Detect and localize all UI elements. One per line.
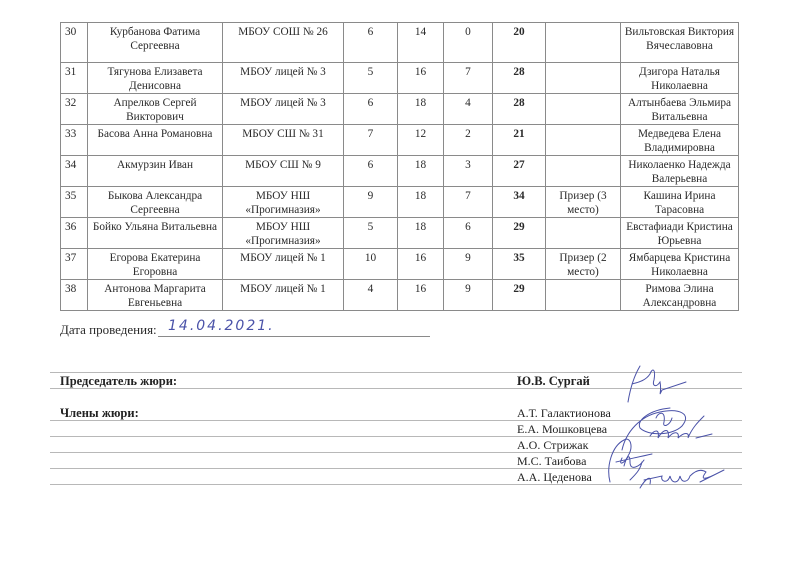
school-name-cell: МБОУ лицей № 1 (223, 249, 344, 280)
score-part-2-cell: 2 (444, 125, 493, 156)
row-number-cell: 37 (61, 249, 88, 280)
school-name-cell: МБОУ НШ «Прогимназия» (223, 218, 344, 249)
row-number-cell: 30 (61, 23, 88, 63)
grade-cell: 10 (344, 249, 398, 280)
handwritten-signatures-icon (600, 362, 760, 502)
jury-member: А.О. Стрижак (517, 438, 589, 452)
score-part-1-cell: 12 (398, 125, 444, 156)
score-part-1-cell: 18 (398, 94, 444, 125)
table-row (61, 249, 739, 280)
score-part-1-cell: 16 (398, 280, 444, 311)
row-number-cell: 33 (61, 125, 88, 156)
score-part-2-cell: 7 (444, 187, 493, 218)
participant-name-cell: Тягунова Елизавета Денисовна (88, 63, 223, 94)
jury-member: Е.А. Мошковцева (517, 422, 608, 436)
grade-cell: 4 (344, 280, 398, 311)
status-cell: Призер (2 место) (546, 249, 621, 280)
date-handwritten-value: 14.04.2021. (168, 318, 275, 334)
school-name-cell: МБОУ СОШ № 26 (223, 23, 344, 63)
members-label: Члены жюри: (60, 406, 139, 420)
status-cell (546, 63, 621, 94)
score-part-2-cell: 7 (444, 63, 493, 94)
total-score-cell: 20 (493, 23, 546, 63)
total-score-cell: 27 (493, 156, 546, 187)
teacher-name-cell: Ямбарцева Кристина Николаевна (621, 249, 739, 280)
table-row (61, 125, 739, 156)
row-number-cell: 35 (61, 187, 88, 218)
status-cell (546, 23, 621, 63)
participant-name-cell: Егорова Екатерина Егоровна (88, 249, 223, 280)
jury-member: А.А. Цеденова (517, 470, 592, 484)
school-name-cell: МБОУ лицей № 3 (223, 94, 344, 125)
total-score-cell: 29 (493, 280, 546, 311)
row-number-cell: 31 (61, 63, 88, 94)
teacher-name-cell: Вильтовская Виктория Вячеславовна (621, 23, 739, 63)
grade-cell: 9 (344, 187, 398, 218)
table-row (61, 187, 739, 218)
status-cell (546, 156, 621, 187)
score-part-2-cell: 9 (444, 249, 493, 280)
participant-name-cell: Антонова Маргарита Евгеньевна (88, 280, 223, 311)
participant-name-cell: Басова Анна Романовна (88, 125, 223, 156)
score-part-2-cell: 4 (444, 94, 493, 125)
participant-name-cell: Курбанова Фатима Сергеевна (88, 23, 223, 63)
teacher-name-cell: Римова Элина Александровна (621, 280, 739, 311)
table-row (61, 156, 739, 187)
grade-cell: 6 (344, 94, 398, 125)
score-part-2-cell: 9 (444, 280, 493, 311)
status-cell: Призер (3 место) (546, 187, 621, 218)
total-score-cell: 29 (493, 218, 546, 249)
total-score-cell: 21 (493, 125, 546, 156)
score-part-1-cell: 16 (398, 63, 444, 94)
school-name-cell: МБОУ СШ № 9 (223, 156, 344, 187)
score-part-1-cell: 18 (398, 218, 444, 249)
grade-cell: 6 (344, 156, 398, 187)
table-row (61, 63, 739, 94)
participant-name-cell: Апрелков Сергей Викторович (88, 94, 223, 125)
total-score-cell: 28 (493, 94, 546, 125)
row-number-cell: 34 (61, 156, 88, 187)
status-cell (546, 125, 621, 156)
status-cell (546, 218, 621, 249)
participant-name-cell: Быкова Александра Сергеевна (88, 187, 223, 218)
table-body (61, 23, 739, 311)
chair-label: Председатель жюри: (60, 374, 178, 388)
date-label: Дата проведения: (60, 322, 157, 337)
table-row (61, 23, 739, 63)
teacher-name-cell: Кашина Ирина Тарасовна (621, 187, 739, 218)
row-number-cell: 32 (61, 94, 88, 125)
table-row (61, 94, 739, 125)
teacher-name-cell: Алтынбаева Эльмира Витальевна (621, 94, 739, 125)
row-number-cell: 36 (61, 218, 88, 249)
results-table (60, 22, 739, 311)
grade-cell: 5 (344, 63, 398, 94)
grade-cell: 7 (344, 125, 398, 156)
participant-name-cell: Бойко Ульяна Витальевна (88, 218, 223, 249)
score-part-2-cell: 6 (444, 218, 493, 249)
teacher-name-cell: Евстафиади Кристина Юрьевна (621, 218, 739, 249)
total-score-cell: 34 (493, 187, 546, 218)
total-score-cell: 28 (493, 63, 546, 94)
participant-name-cell: Акмурзин Иван (88, 156, 223, 187)
score-part-1-cell: 16 (398, 249, 444, 280)
school-name-cell: МБОУ СШ № 31 (223, 125, 344, 156)
table-row (61, 218, 739, 249)
score-part-1-cell: 18 (398, 156, 444, 187)
school-name-cell: МБОУ лицей № 3 (223, 63, 344, 94)
school-name-cell: МБОУ лицей № 1 (223, 280, 344, 311)
status-cell (546, 280, 621, 311)
grade-cell: 6 (344, 23, 398, 63)
score-part-2-cell: 0 (444, 23, 493, 63)
total-score-cell: 35 (493, 249, 546, 280)
grade-cell: 5 (344, 218, 398, 249)
teacher-name-cell: Дзигора Наталья Николаевна (621, 63, 739, 94)
jury-member: А.Т. Галактионова (517, 406, 611, 420)
school-name-cell: МБОУ НШ «Прогимназия» (223, 187, 344, 218)
score-part-1-cell: 18 (398, 187, 444, 218)
table-row (61, 280, 739, 311)
status-cell (546, 94, 621, 125)
chair-name: Ю.В. Сургай (517, 374, 590, 388)
jury-member: М.С. Таибова (517, 454, 587, 468)
teacher-name-cell: Медведева Елена Владимировна (621, 125, 739, 156)
row-number-cell: 38 (61, 280, 88, 311)
score-part-1-cell: 14 (398, 23, 444, 63)
teacher-name-cell: Николаенко Надежда Валерьевна (621, 156, 739, 187)
date-underline (158, 336, 430, 337)
score-part-2-cell: 3 (444, 156, 493, 187)
